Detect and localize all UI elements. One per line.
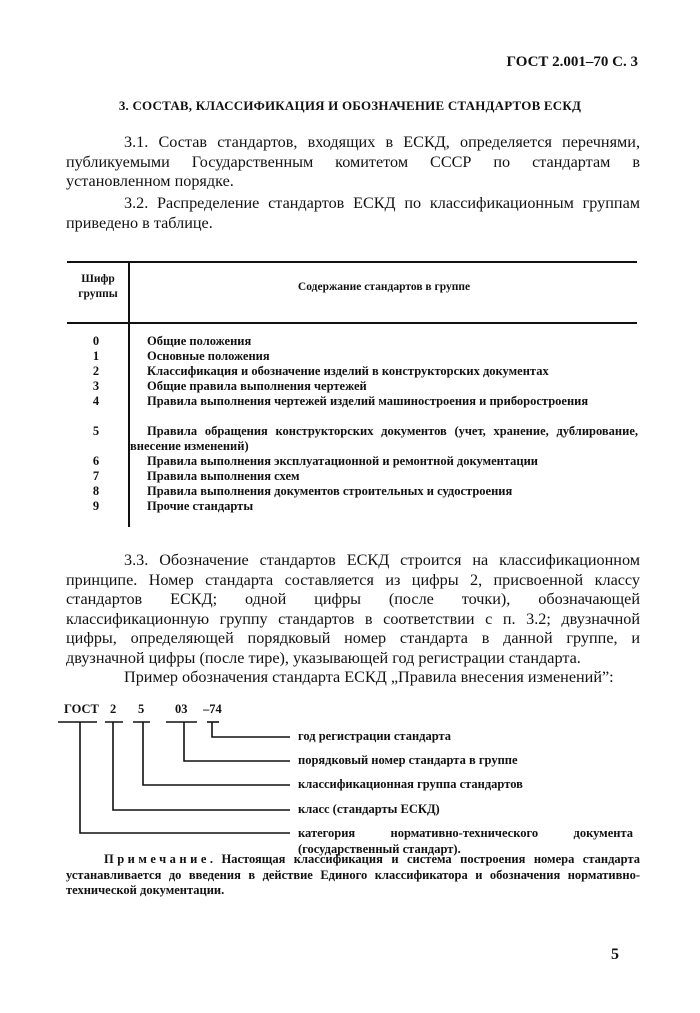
group-code: 3 [92,379,100,393]
example-intro: Пример обозначения стандарта ЕСКД „Правила внесения изменений”: [124,668,614,686]
label-category: категория нормативно-технического документа (государственный стандарт). [298,826,633,856]
group-code: 6 [92,454,100,468]
group-content: Правила выполнения чертежей изделий машиностроения и приборостроения [147,394,589,408]
part-class: 2 [110,702,117,716]
table-row [70,364,638,379]
group-code: 0 [92,334,100,348]
table-top-rule [67,261,637,263]
paragraph-3-3: 3.3. Обозначение стандартов ЕСКД строится на классификационном принципе. Номер стандарта составляется из цифры 2, присвоенной классу стандартов ЕСКД; одной цифры (после точки), обозначающей классификационную группу стандартов в соответствии с п. 3.2; двузначной цифры, определяющей порядковый номер стандарта в данной группе, и двузначной цифры (после тире), указывающей год регистрации стандарта. [66,551,640,667]
paragraph-3-1: 3.1. Состав стандартов, входящих в ЕСКД, определяется перечнями, публикуемыми Государственным комитетом СССР по стандартам в установленном порядке. [66,133,640,190]
part-number: 03 [175,702,188,716]
table-header-content: Содержание стандартов в группе [297,281,471,293]
label-group: классификационная группа стандартов [298,777,523,791]
table-header-rule [67,322,637,324]
group-code: 9 [92,499,100,513]
page-number: 5 [611,946,619,963]
group-code: 8 [92,484,100,498]
note-text: . Настоящая классификация и система построения номера стандарта устанавливается до введения в действие Единого классификатора и обозначения нормативно-технической документации. [66,852,640,897]
table-row [70,499,638,514]
table-row [70,469,638,484]
table-row [70,394,638,409]
part-year: –74 [203,702,222,716]
group-code: 4 [92,394,100,408]
group-code: 7 [92,469,100,483]
label-year: год регистрации стандарта [298,729,452,743]
label-number: порядковый номер стандарта в группе [298,753,518,767]
group-content: Общие положения [147,334,252,348]
group-content: Основные положения [147,349,270,363]
group-content: Правила обращения конструкторских документов (учет, хранение, дублирование, внесение изменений) [130,424,638,453]
group-content: Классификация и обозначение изделий в конструкторских документах [147,364,549,378]
label-class: класс (стандарты ЕСКД) [298,802,440,816]
note-lead: Примечание [104,852,210,866]
group-code: 5 [92,424,100,438]
part-gost: ГОСТ [64,702,99,716]
group-content: Правила выполнения документов строительных и судостроения [147,484,513,498]
table-header-code: Шифр группы [78,273,118,300]
group-content: Правила выполнения эксплуатационной и ремонтной документации [147,454,539,468]
part-group: 5 [138,702,145,716]
group-content: Прочие стандарты [147,499,254,513]
section-title: 3. СОСТАВ, КЛАССИФИКАЦИЯ И ОБОЗНАЧЕНИЕ СТАНДАРТОВ ЕСКД [118,98,582,113]
table-row [70,334,638,349]
group-content: Общие правила выполнения чертежей [147,379,367,393]
table-row [70,424,638,453]
group-code: 1 [92,349,100,363]
group-code: 2 [92,364,100,378]
table-row [70,484,638,499]
document-header: ГОСТ 2.001–70 С. 3 [506,54,638,70]
paragraph-3-2: 3.2. Распределение стандартов ЕСКД по классификационным группам приведено в таблице. [66,194,640,232]
group-content: Правила выполнения схем [147,469,300,483]
table-row [70,454,638,469]
note [66,852,640,899]
table-row [70,379,638,394]
table-row [70,349,638,364]
